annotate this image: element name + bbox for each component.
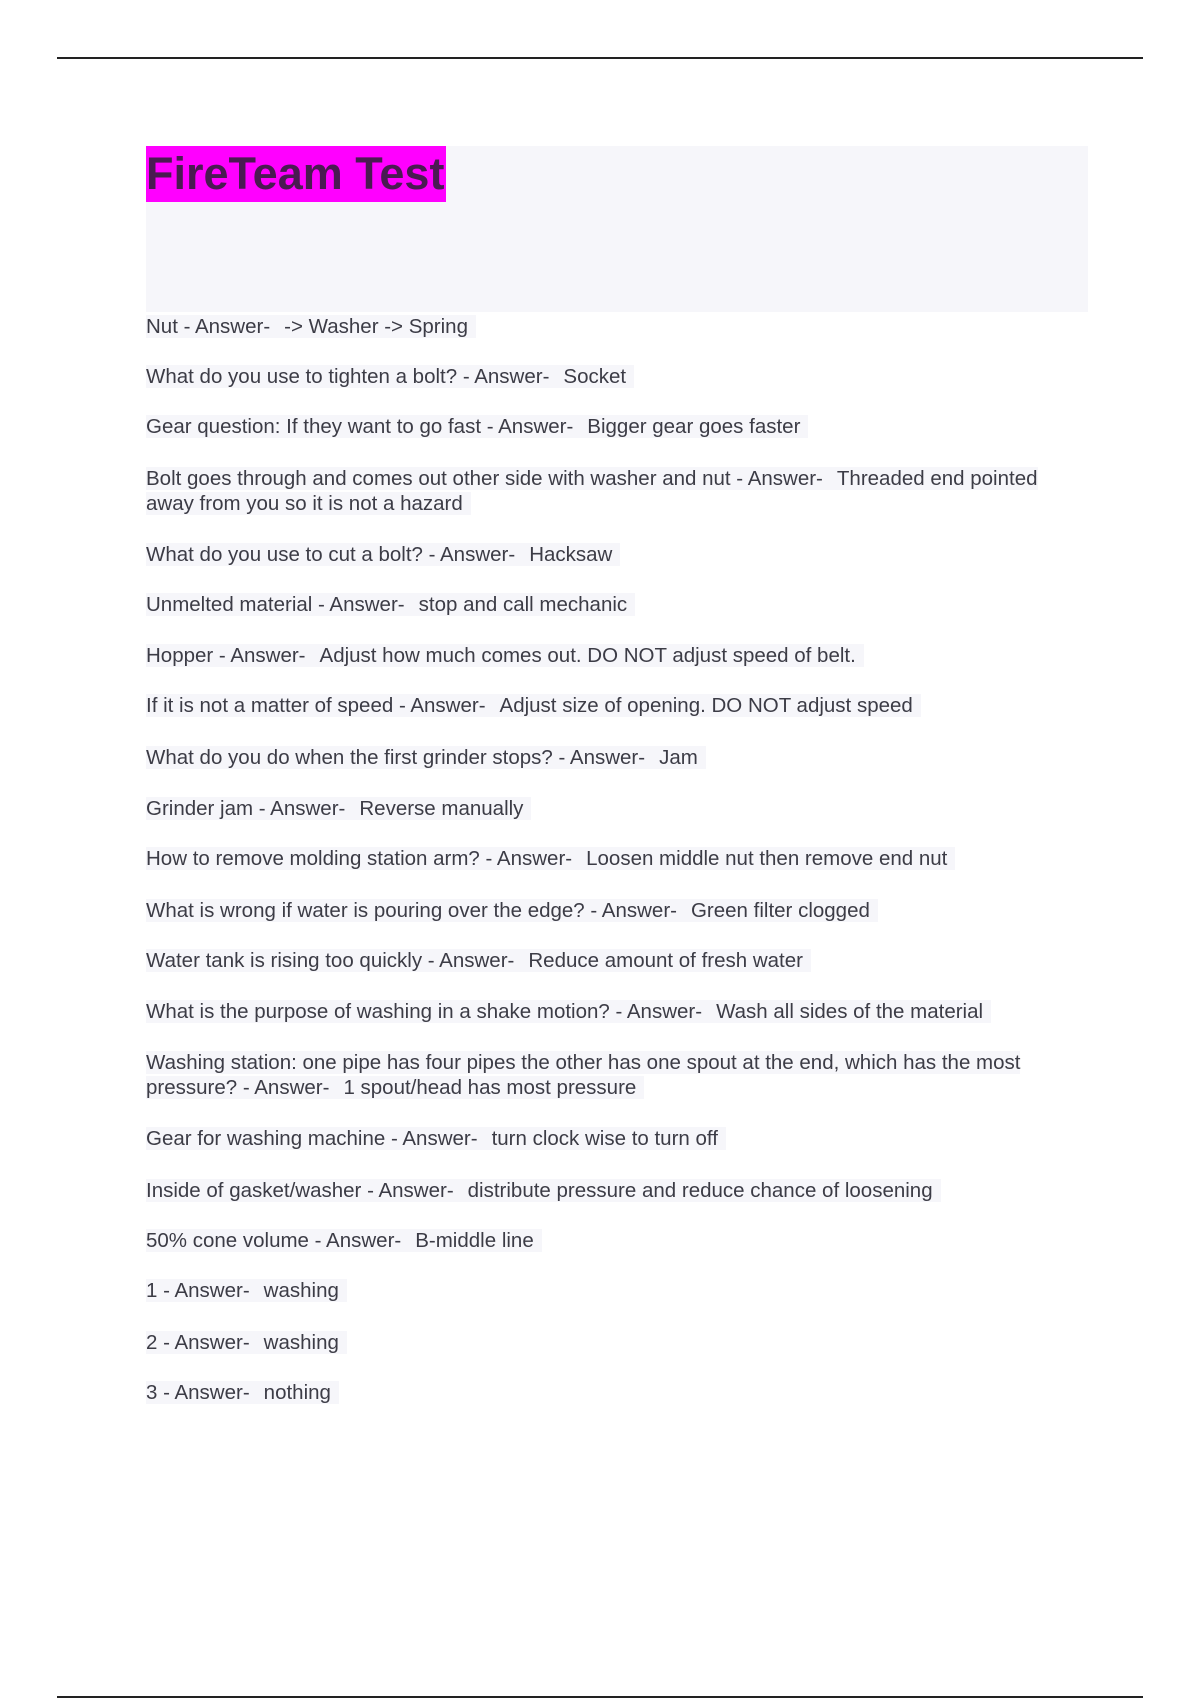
qa-answer: Wash all sides of the material <box>716 1000 984 1023</box>
qa-answer: washing <box>263 1279 339 1302</box>
qa-item <box>146 948 1088 973</box>
qa-question: What do you do when the first grinder stops? - Answer- <box>146 746 646 769</box>
qa-question: What do you use to cut a bolt? - Answer- <box>146 543 516 566</box>
qa-question: 2 - Answer- <box>146 1331 250 1354</box>
qa-answer: Adjust size of opening. DO NOT adjust speed <box>499 694 913 717</box>
qa-item <box>146 846 1088 871</box>
qa-answer: stop and call mechanic <box>418 593 628 616</box>
bottom-rule <box>57 1696 1143 1698</box>
qa-answer: Reverse manually <box>359 797 524 820</box>
qa-answer: Green filter clogged <box>690 899 870 922</box>
title-block <box>146 146 1088 312</box>
qa-item <box>146 1380 1088 1405</box>
qa-item <box>146 1050 1046 1100</box>
qa-question: Inside of gasket/washer - Answer- <box>146 1179 454 1202</box>
qa-question: What is the purpose of washing in a shake motion? - Answer- <box>146 1000 703 1023</box>
qa-question: Washing station: one pipe has four pipes the other has one spout at the end, which has the most pressure? - Answer- <box>146 1051 1021 1099</box>
qa-question: 1 - Answer- <box>146 1279 250 1302</box>
qa-answer: Jam <box>659 746 698 769</box>
qa-item <box>146 1126 1088 1151</box>
qa-item <box>146 1330 1088 1355</box>
qa-item <box>146 643 1088 668</box>
qa-question: 50% cone volume - Answer- <box>146 1229 402 1252</box>
qa-question: 3 - Answer- <box>146 1381 250 1404</box>
qa-question: Unmelted material - Answer- <box>146 593 405 616</box>
qa-question: How to remove molding station arm? - Answer- <box>146 847 573 870</box>
qa-answer: 1 spout/head has most pressure <box>343 1076 637 1099</box>
qa-answer: Threaded end pointed away from you so it is not a hazard <box>146 467 1038 515</box>
qa-answer: washing <box>263 1331 339 1354</box>
qa-question: Bolt goes through and comes out other side with washer and nut - Answer- <box>146 467 823 490</box>
qa-item <box>146 693 1088 718</box>
qa-answer: Adjust how much comes out. DO NOT adjust speed of belt. <box>319 644 856 667</box>
qa-answer: Bigger gear goes faster <box>587 415 801 438</box>
qa-question: If it is not a matter of speed - Answer- <box>146 694 486 717</box>
qa-answer: nothing <box>263 1381 331 1404</box>
qa-answer: B-middle line <box>415 1229 534 1252</box>
qa-item <box>146 745 1088 770</box>
qa-answer: Reduce amount of fresh water <box>528 949 803 972</box>
qa-answer: -> Washer -> Spring <box>284 315 468 338</box>
qa-question: Water tank is rising too quickly - Answer- <box>146 949 515 972</box>
qa-answer: distribute pressure and reduce chance of loosening <box>467 1179 933 1202</box>
qa-item <box>146 999 1088 1024</box>
qa-question: What is wrong if water is pouring over the edge? - Answer- <box>146 899 677 922</box>
qa-item <box>146 314 1088 339</box>
document-title: FireTeam Test <box>146 146 446 202</box>
qa-question: Hopper - Answer- <box>146 644 306 667</box>
qa-answer: Socket <box>563 365 627 388</box>
qa-item <box>146 1278 1088 1303</box>
qa-item <box>146 364 1088 389</box>
qa-answer: Loosen middle nut then remove end nut <box>586 847 948 870</box>
document-page <box>146 146 1088 1405</box>
qa-item <box>146 898 1088 923</box>
qa-list <box>146 314 1088 1405</box>
qa-item <box>146 796 1088 821</box>
qa-question: Nut - Answer- <box>146 315 271 338</box>
qa-question: Gear for washing machine - Answer- <box>146 1127 478 1150</box>
top-rule <box>57 57 1143 59</box>
qa-question: What do you use to tighten a bolt? - Answer- <box>146 365 550 388</box>
qa-item <box>146 592 1088 617</box>
qa-item <box>146 1178 1088 1203</box>
qa-question: Grinder jam - Answer- <box>146 797 346 820</box>
qa-answer: turn clock wise to turn off <box>491 1127 718 1150</box>
qa-item <box>146 542 1088 567</box>
qa-item <box>146 1228 1088 1253</box>
qa-item <box>146 414 1088 439</box>
qa-question: Gear question: If they want to go fast - Answer- <box>146 415 574 438</box>
qa-answer: Hacksaw <box>529 543 613 566</box>
qa-item <box>146 466 1046 516</box>
